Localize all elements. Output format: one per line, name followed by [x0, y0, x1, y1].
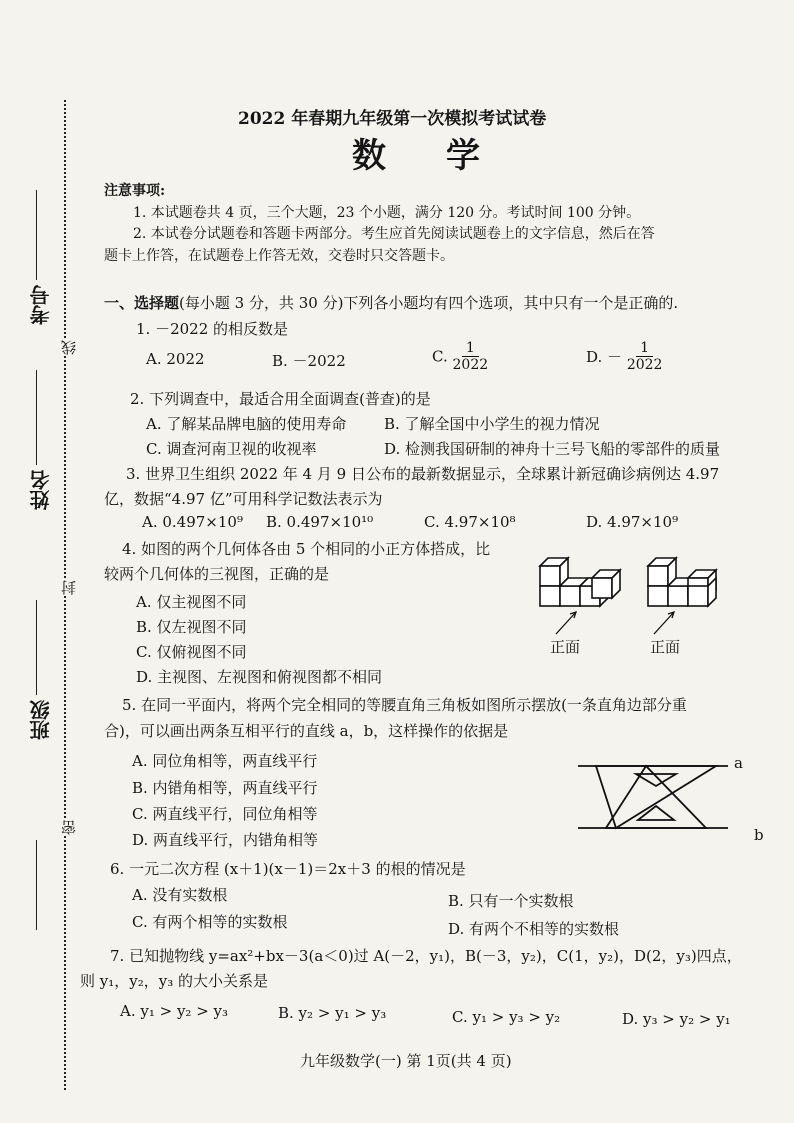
section-heading: 一、选择题(每小题 3 分，共 30 分)下列各小题均有四个选项，其中只有一个是正确的. — [104, 294, 679, 312]
q3-stem-line1: 3. 世界卫生组织 2022 年 4 月 9 日公布的最新数据显示，全球累计新冠确诊病例达 4.97 — [126, 465, 720, 483]
exam-no-underline — [36, 190, 37, 280]
class-underline — [36, 600, 37, 695]
q7-option-d: D. y₃ > y₂ > y₁ — [622, 1010, 731, 1028]
q4-front-label: 正面 — [550, 638, 581, 656]
q7-stem-line2: 则 y₁，y₂，y₃ 的大小关系是 — [80, 972, 268, 990]
q2-option-b: B. 了解全国中小学生的视力情况 — [384, 415, 600, 433]
q4-stem-line2: 较两个几何体的三视图，正确的是 — [104, 565, 330, 583]
q4-option-d: D. 主视图、左视图和俯视图都不相同 — [136, 668, 383, 686]
name-label: 姓名 — [29, 470, 53, 510]
binding-strip — [0, 40, 90, 1080]
q6-stem: 6. 一元二次方程 (x＋1)(x－1)＝2x＋3 的根的情况是 — [110, 860, 466, 878]
exam-no-label: 考号 — [29, 285, 53, 325]
fraction: $\frac{1}{2022}$ — [626, 340, 663, 373]
mark-secret: 密 — [60, 820, 78, 835]
q5-stem-line1: 5. 在同一平面内，将两个完全相同的等腰直角三角板如图所示摆放(一条直角边部分重 — [122, 696, 687, 714]
q3-option-d: D. 4.97×10⁹ — [586, 513, 679, 531]
q7-stem-line1: 7. 已知抛物线 y=ax²+bx－3(a＜0)过 A(－2，y₁)，B(－3，y₂)，C(1，y₂)，D(2，y₃)四点， — [110, 947, 742, 965]
q4-stem-line1: 4. 如图的两个几何体各由 5 个相同的小正方体搭成，比 — [122, 540, 491, 558]
q6-option-b: B. 只有一个实数根 — [448, 892, 574, 910]
extra-underline — [36, 840, 37, 930]
q5-option-c: C. 两直线平行，同位角相等 — [132, 805, 318, 823]
q5-line-a-label: a — [734, 754, 743, 772]
mark-line: 线 — [60, 340, 78, 355]
name-underline — [36, 370, 37, 465]
q3-option-a: A. 0.497×10⁹ — [142, 513, 243, 531]
q2-stem: 2. 下列调查中，最适合用全面调查(普查)的是 — [130, 390, 431, 408]
q5-stem-line2: 合)，可以画出两条互相平行的直线 a，b，这样操作的依据是 — [104, 722, 509, 740]
notes-item: 题卡上作答，在试题卷上作答无效，交卷时只交答题卡。 — [104, 248, 454, 264]
exam-title: 2022 年春期九年级第一次模拟考试试卷 — [238, 109, 547, 129]
fraction: $\frac{1}{2022}$ — [452, 340, 489, 373]
q2-option-d: D. 检测我国研制的神舟十三号飞船的零部件的质量 — [384, 440, 721, 458]
q6-option-c: C. 有两个相等的实数根 — [132, 913, 288, 931]
q1-option-b: B. －2022 — [272, 352, 346, 370]
subject-title: 数学 — [352, 136, 540, 176]
notes-item: 1. 本试题卷共 4 页，三个大题，23 个小题，满分 120 分。考试时间 100 分钟。 — [133, 205, 641, 221]
mark-seal: 封 — [60, 580, 78, 595]
notes-heading: 注意事项: — [104, 183, 166, 199]
q2-option-c: C. 调查河南卫视的收视率 — [146, 440, 317, 458]
q1-option-d: D. － $\frac{1}{2022}$ — [586, 340, 663, 373]
q3-stem-line2: 亿，数据“4.97 亿”可用科学记数法表示为 — [104, 490, 383, 508]
q7-option-a: A. y₁ > y₂ > y₃ — [120, 1002, 229, 1020]
q5-option-b: B. 内错角相等，两直线平行 — [132, 779, 318, 797]
q4-option-c: C. 仅俯视图不同 — [136, 643, 247, 661]
q3-option-b: B. 0.497×10¹⁰ — [266, 513, 374, 531]
q4-option-a: A. 仅主视图不同 — [136, 593, 247, 611]
q6-option-d: D. 有两个不相等的实数根 — [448, 920, 620, 938]
q5-parallel-lines-figure — [576, 756, 760, 842]
q1-stem: 1. －2022 的相反数是 — [136, 320, 289, 338]
class-label: 班级 — [29, 700, 53, 740]
q5-option-a: A. 同位角相等，两直线平行 — [132, 752, 318, 770]
q5-option-d: D. 两直线平行，内错角相等 — [132, 831, 319, 849]
q4-front-label: 正面 — [650, 638, 681, 656]
q7-option-c: C. y₁ > y₃ > y₂ — [452, 1008, 561, 1026]
q2-option-a: A. 了解某品牌电脑的使用寿命 — [146, 415, 347, 433]
notes-item: 2. 本试卷分试题卷和答题卡两部分。考生应首先阅读试题卷上的文字信息，然后在答 — [133, 226, 655, 242]
q6-option-a: A. 没有实数根 — [132, 886, 228, 904]
q4-option-b: B. 仅左视图不同 — [136, 618, 247, 636]
q1-option-c: C. $\frac{1}{2022}$ — [432, 340, 489, 373]
q1-option-a: A. 2022 — [146, 350, 205, 368]
page-footer: 九年级数学(一) 第 1页(共 4 页) — [300, 1052, 512, 1070]
q5-line-b-label: b — [754, 826, 764, 844]
q3-option-c: C. 4.97×10⁸ — [424, 513, 516, 531]
dotted-cut-line — [64, 100, 66, 1090]
q7-option-b: B. y₂ > y₁ > y₃ — [278, 1004, 387, 1022]
